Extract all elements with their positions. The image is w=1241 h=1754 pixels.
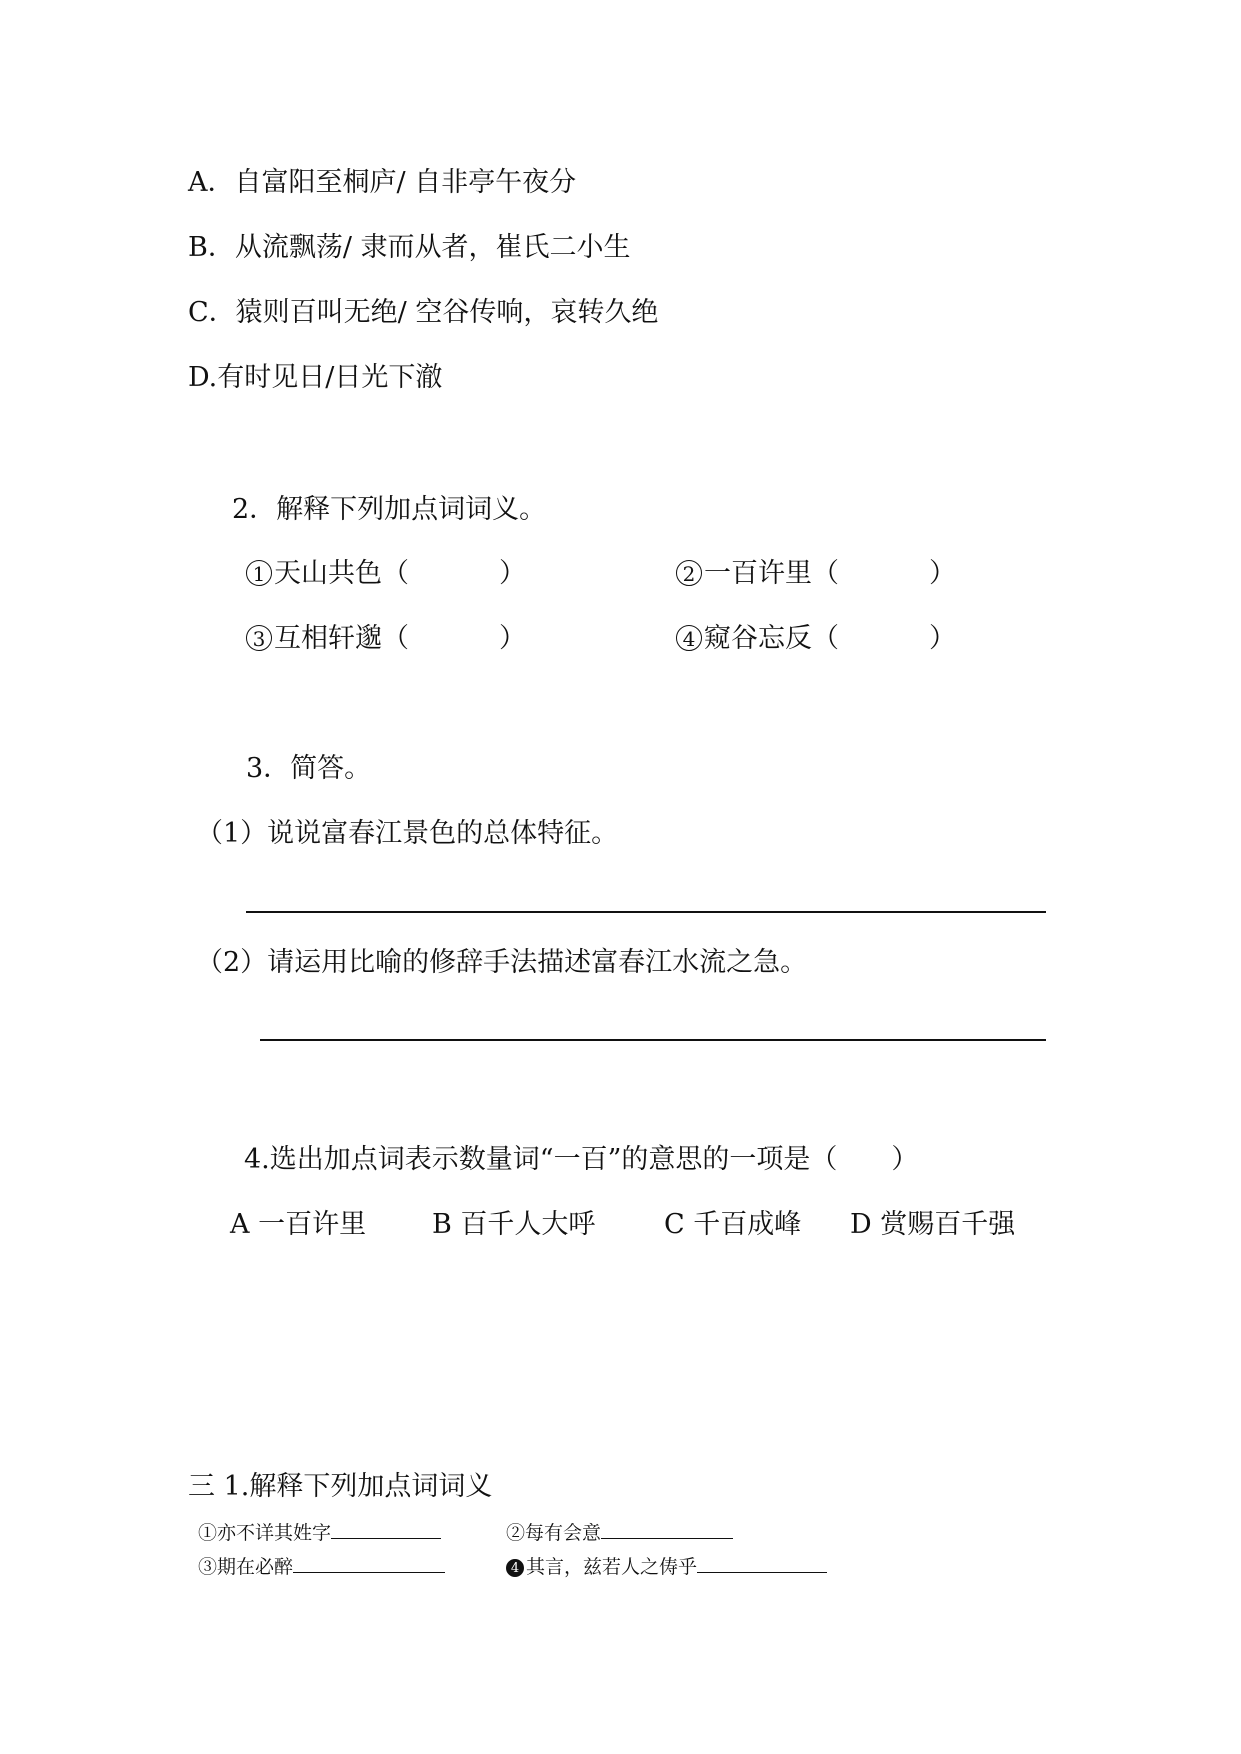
- q1-option-b: B．从流飘荡/ 隶而从者，崔氏二小生: [188, 232, 631, 263]
- section3-item-3-blank: [293, 1554, 445, 1573]
- q3-title: 3．简答。: [246, 753, 372, 784]
- section3-item-3-num: ③: [198, 1556, 218, 1578]
- circled-number-4: 4: [676, 625, 702, 651]
- q2-item-4-text: 窥谷忘反（: [704, 623, 839, 654]
- q1-option-a: A．自富阳至桐庐/ 自非亭午夜分: [188, 167, 577, 198]
- q2-item-4-close: ）: [929, 623, 956, 654]
- q2-item-4: [676, 622, 956, 656]
- q4-option-c: C 千百成峰: [664, 1209, 802, 1240]
- section3-item-4: [506, 1554, 827, 1579]
- section3-item-3: [198, 1554, 445, 1579]
- q4-option-b: B 百千人大呼: [432, 1209, 596, 1240]
- section3-item-1-num: ①: [198, 1522, 218, 1544]
- section3-item-4-text: 其言，兹若人之俦乎: [526, 1556, 698, 1578]
- q4-option-d: D 赏赐百千强: [850, 1209, 1016, 1240]
- circled-number-3: 3: [246, 625, 272, 651]
- q3-sub2: （2）请运用比喻的修辞手法描述富春江水流之急。: [196, 947, 808, 978]
- section3-item-2-text: 每有会意: [525, 1522, 602, 1544]
- q2-item-2: [676, 557, 956, 591]
- q2-item-2-text: 一百许里（: [704, 558, 839, 589]
- q2-item-2-close: ）: [929, 558, 956, 589]
- q3-answer-line-2: [260, 1039, 1046, 1041]
- section3-item-2: [506, 1520, 733, 1545]
- q2-item-3-text: 互相轩邈（: [274, 623, 409, 654]
- section3-item-3-text: 期在必醉: [217, 1556, 294, 1578]
- section3-item-2-num: ②: [506, 1522, 526, 1544]
- q4-title: 4.选出加点词表示数量词“一百”的意思的一项是（ ）: [244, 1144, 919, 1175]
- section3-item-1-blank: [331, 1520, 441, 1539]
- section3-item-2-blank: [601, 1520, 733, 1539]
- q1-option-c: C．猿则百叫无绝/ 空谷传响，哀转久绝: [188, 297, 659, 328]
- section3-item-1: [198, 1520, 441, 1545]
- q2-item-1: [246, 557, 526, 591]
- circled-number-1: 1: [246, 560, 272, 586]
- q4-option-a: A 一百许里: [230, 1209, 367, 1240]
- section3-item-4-blank: [697, 1554, 827, 1573]
- q2-item-1-close: ）: [499, 558, 526, 589]
- section3-item-1-text: 亦不详其姓字: [217, 1522, 332, 1544]
- q3-sub1: （1）说说富春江景色的总体特征。: [196, 818, 619, 849]
- q3-answer-line-1: [246, 911, 1046, 913]
- q2-item-3-close: ）: [499, 623, 526, 654]
- circled-number-4-filled: 4: [506, 1559, 524, 1577]
- section3-title: 三 1.解释下列加点词词义: [188, 1471, 493, 1502]
- q2-item-1-text: 天山共色（: [274, 558, 409, 589]
- circled-number-2: 2: [676, 560, 702, 586]
- q2-item-3: [246, 622, 526, 656]
- q1-option-d: D.有时见日/日光下澈: [188, 362, 443, 393]
- q2-title: 2．解释下列加点词词义。: [232, 494, 547, 525]
